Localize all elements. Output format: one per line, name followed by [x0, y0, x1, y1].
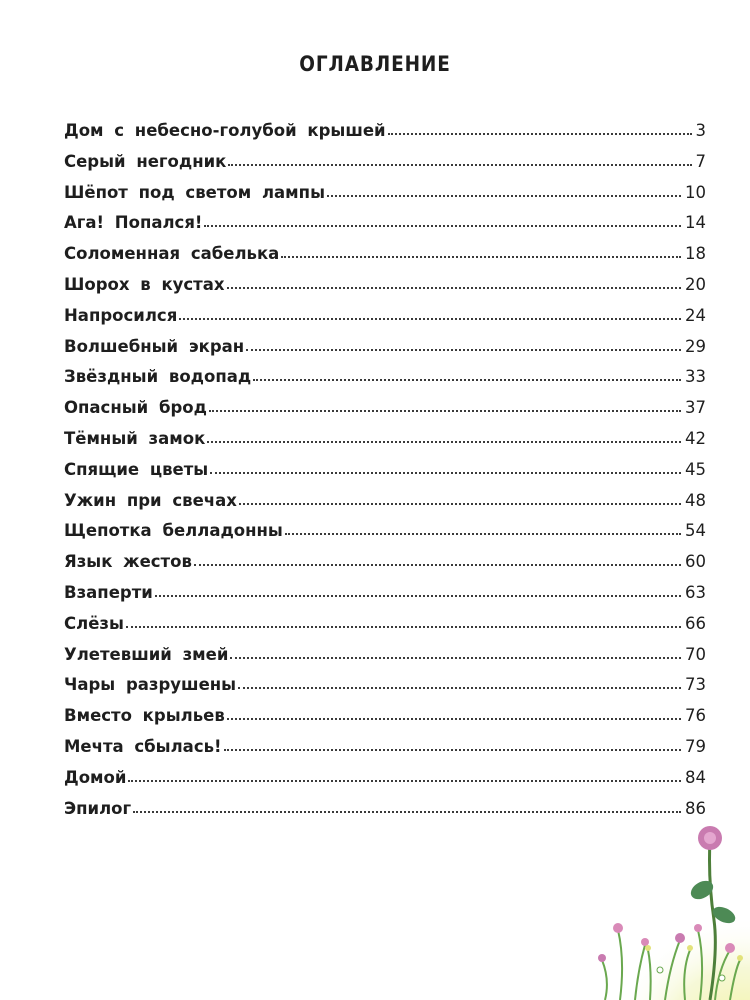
toc-entry-page: 24: [685, 305, 706, 325]
toc-entry: [64, 460, 706, 491]
toc-entry-page: 45: [685, 459, 706, 479]
toc-entry-page: 10: [685, 182, 706, 202]
toc-entry-title: Ага! Попался!: [64, 213, 203, 233]
toc-entry-page: 54: [685, 521, 706, 541]
toc-entry: [64, 737, 706, 768]
dot-leader: [388, 131, 692, 135]
table-of-contents: [64, 121, 706, 829]
dot-leader: [238, 685, 681, 689]
dot-leader: [209, 408, 681, 412]
toc-entry-page: 20: [685, 274, 706, 294]
toc-entry-title: Спящие цветы: [64, 459, 209, 479]
toc-entry: [64, 645, 706, 676]
toc-entry: [64, 337, 706, 368]
toc-entry-page: 73: [685, 675, 706, 695]
toc-entry-page: 42: [685, 428, 706, 448]
toc-entry-title: Взаперти: [64, 582, 153, 602]
dot-leader: [210, 470, 681, 474]
toc-entry-title: Эпилог: [64, 798, 132, 818]
toc-entry-title: Ужин при свечах: [64, 490, 237, 510]
toc-entry-title: Шёпот под светом лампы: [64, 182, 325, 202]
toc-entry-page: 33: [685, 367, 706, 387]
toc-entry: [64, 213, 706, 244]
toc-entry-title: Чары разрушены: [64, 675, 237, 695]
toc-entry-title: Улетевший змей: [64, 644, 229, 664]
toc-entry-title: Серый негодник: [64, 151, 227, 171]
toc-entry-page: 60: [685, 552, 706, 572]
dot-leader: [155, 593, 681, 597]
flower-meadow-illustration: [590, 820, 750, 1000]
toc-entry-page: 63: [685, 582, 706, 602]
toc-entry: [64, 152, 706, 183]
dot-leader: [230, 655, 681, 659]
toc-entry: [64, 183, 706, 214]
dot-leader: [224, 747, 681, 751]
toc-entry-title: Волшебный экран: [64, 336, 245, 356]
toc-entry-page: 7: [695, 151, 706, 171]
toc-entry-title: Соломенная сабелька: [64, 244, 280, 264]
toc-entry: [64, 306, 706, 337]
toc-entry-title: Напросился: [64, 305, 178, 325]
toc-entry-page: 3: [695, 121, 706, 140]
toc-entry-page: 84: [685, 767, 706, 787]
dot-leader: [281, 254, 681, 258]
toc-entry: [64, 614, 706, 645]
toc-entry: [64, 121, 706, 152]
dot-leader: [253, 377, 681, 381]
dot-leader: [227, 716, 681, 720]
toc-entry-page: 79: [685, 736, 706, 756]
toc-entry-title: Тёмный замок: [64, 428, 206, 448]
toc-entry: [64, 552, 706, 583]
toc-entry-page: 76: [685, 706, 706, 726]
dot-leader: [204, 223, 681, 227]
toc-entry: [64, 491, 706, 522]
dot-leader: [128, 778, 681, 782]
toc-entry-page: 14: [685, 213, 706, 233]
toc-entry: [64, 275, 706, 306]
toc-entry-page: 37: [685, 398, 706, 418]
toc-entry: [64, 768, 706, 799]
dot-leader: [207, 439, 681, 443]
toc-entry-page: 66: [685, 613, 706, 633]
toc-entry-page: 18: [685, 244, 706, 264]
dot-leader: [227, 285, 681, 289]
toc-entry: [64, 583, 706, 614]
toc-entry: [64, 244, 706, 275]
toc-entry-page: 86: [685, 798, 706, 818]
dot-leader: [246, 347, 681, 351]
dot-leader: [228, 162, 691, 166]
toc-entry: [64, 367, 706, 398]
toc-entry: [64, 521, 706, 552]
toc-entry-title: Звёздный водопад: [64, 367, 252, 387]
toc-entry-page: 29: [685, 336, 706, 356]
dot-leader: [133, 809, 681, 813]
toc-entry: [64, 706, 706, 737]
toc-entry-page: 70: [685, 644, 706, 664]
toc-entry-title: Слёзы: [64, 613, 124, 633]
toc-entry-title: Мечта сбылась!: [64, 736, 222, 756]
dot-leader: [327, 193, 681, 197]
dot-leader: [126, 624, 681, 628]
toc-entry-title: Язык жестов: [64, 552, 192, 572]
dot-leader: [239, 501, 681, 505]
dot-leader: [179, 316, 681, 320]
toc-entry: [64, 675, 706, 706]
page-title: ОГЛАВЛЕНИЕ: [299, 52, 451, 76]
toc-entry-title: Вместо крыльев: [64, 706, 225, 726]
toc-entry-title: Опасный брод: [64, 398, 207, 418]
toc-entry: [64, 429, 706, 460]
toc-entry-title: Шорох в кустах: [64, 274, 225, 294]
toc-entry-title: Домой: [64, 767, 127, 787]
toc-entry-title: Щепотка белладонны: [64, 521, 283, 541]
dot-leader: [194, 562, 681, 566]
toc-entry: [64, 398, 706, 429]
toc-entry-title: Дом с небесно-голубой крышей: [64, 121, 386, 140]
dot-leader: [285, 531, 681, 535]
toc-entry-page: 48: [685, 490, 706, 510]
